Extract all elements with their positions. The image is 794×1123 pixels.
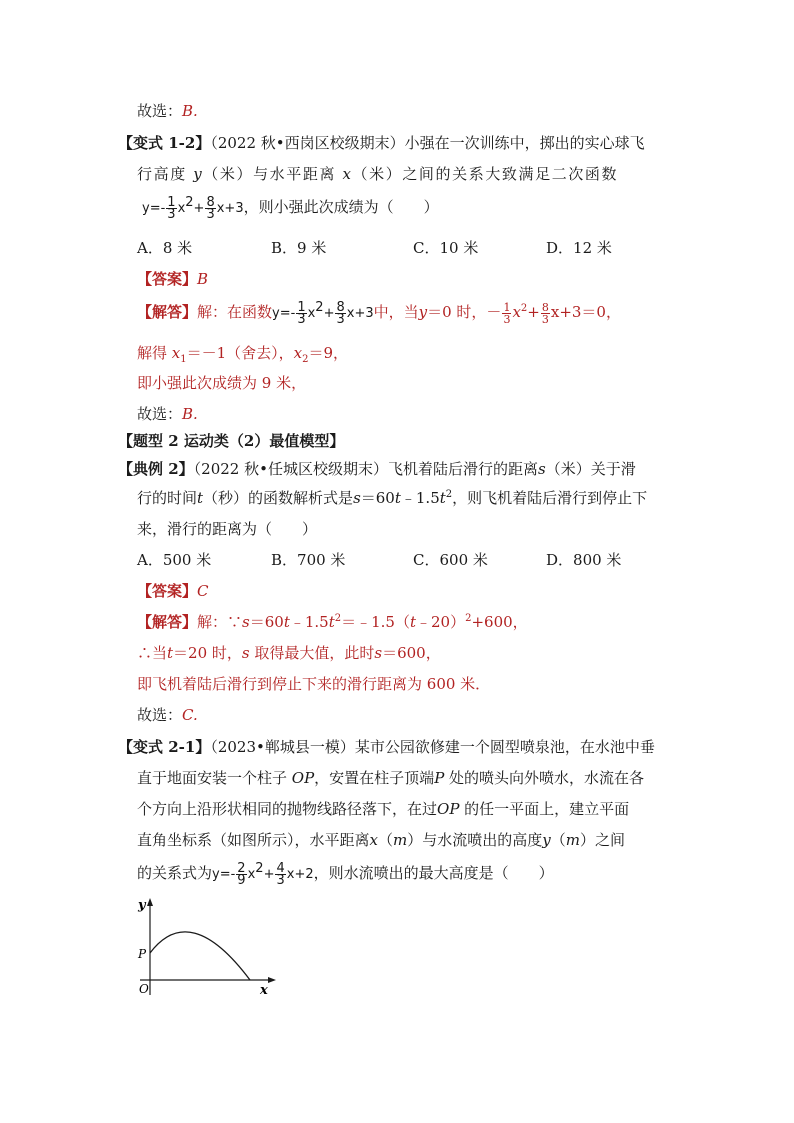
question-source: （2022 秋•西岗区校级期末） xyxy=(210,134,405,152)
fig-label-x: x xyxy=(260,983,268,998)
question-tag: 【变式 2-1】 xyxy=(118,738,211,756)
answer-tag: 【答案】 xyxy=(137,270,198,288)
eq-tail: x+3 xyxy=(346,306,374,321)
d2-answer xyxy=(137,580,209,602)
den: 3 xyxy=(336,311,345,327)
var-t: t xyxy=(328,613,335,631)
text: 解得 xyxy=(137,344,172,362)
sup: 2 xyxy=(465,613,472,624)
text: ，则小强此次成绩为（ ） xyxy=(243,198,439,216)
eq-sq: 2 xyxy=(255,861,264,876)
question-source: （2023•郸城县一模） xyxy=(210,738,355,756)
den: 9 xyxy=(237,872,246,888)
var-x: x xyxy=(293,344,303,362)
sup: 2 xyxy=(445,489,453,500)
var-y: y xyxy=(418,303,428,321)
text: ，则飞机着陆后滑行到停止下 xyxy=(452,489,648,507)
text: ＝60 xyxy=(360,489,395,507)
text: 中，当 xyxy=(373,303,419,321)
text: ＝9， xyxy=(308,344,349,362)
eq-prefix: y=- xyxy=(212,867,236,882)
v12-solution-line4 xyxy=(137,403,198,425)
fraction-8-3 xyxy=(335,299,345,327)
text: 的关系式为 xyxy=(137,864,213,882)
num: 1 xyxy=(167,194,176,210)
eq-x: x xyxy=(307,306,316,321)
text: ＝0 时，－ xyxy=(427,303,502,321)
fig-label-o: O xyxy=(139,982,149,996)
var-s: s xyxy=(241,644,250,662)
var-op: OP xyxy=(291,769,315,787)
var-t: t xyxy=(167,644,174,662)
text: （ xyxy=(377,831,393,849)
eq-plus: + xyxy=(263,867,275,882)
eq-prefix: y=- xyxy=(272,306,296,321)
eq-x: x xyxy=(177,201,186,216)
text: ）之间 xyxy=(579,831,625,849)
den: 3 xyxy=(167,206,176,222)
eq-sq: 2 xyxy=(315,300,324,315)
v21-line3 xyxy=(137,798,629,820)
text: 解：在函数 xyxy=(197,303,273,321)
text: 行高度 xyxy=(137,165,187,183)
answer-value: C. xyxy=(182,706,198,724)
choice-a[interactable]: A．500 米 xyxy=(137,551,212,569)
v12-line1 xyxy=(118,132,645,154)
choice-c[interactable]: C．10 米 xyxy=(413,239,479,257)
d2-line2 xyxy=(137,487,647,509)
var-s: s xyxy=(537,460,546,478)
text: 直于地面安装一个柱子 xyxy=(137,769,292,787)
eq-tail: x+3 xyxy=(216,201,244,216)
text: ＝20 时， xyxy=(173,644,242,662)
num: 8 xyxy=(336,299,345,315)
choose-answer: B. xyxy=(182,102,198,120)
text: 飞机着陆后滑行的距离 xyxy=(387,460,538,478)
den: 3 xyxy=(206,206,215,222)
var-y: y xyxy=(193,165,204,183)
var-m: m xyxy=(565,831,580,849)
var-t: t xyxy=(394,489,401,507)
choice-b[interactable]: B．700 米 xyxy=(271,551,346,569)
text: 直角坐标系（如图所示），水平距离 xyxy=(137,831,370,849)
v21-line5-equation xyxy=(137,862,554,886)
parabola-curve xyxy=(150,932,250,980)
text: ＝－1（舍去）， xyxy=(186,344,294,362)
v12-solution-line3: 即小强此次成绩为 9 米， xyxy=(137,374,307,392)
v12-answer xyxy=(137,268,208,290)
text: 某市公园欲修建一个圆型喷泉池，在水池中垂 xyxy=(354,738,655,756)
v21-line2 xyxy=(137,767,644,789)
text: （秒）的函数解析式是 xyxy=(203,489,354,507)
y-axis-arrow xyxy=(147,898,153,906)
v21-line4 xyxy=(137,829,625,851)
text: ＝60 xyxy=(249,613,284,631)
text: ）与水流喷出的高度 xyxy=(407,831,543,849)
solution-tag: 【解答】 xyxy=(137,613,198,631)
text: ﹣20） xyxy=(416,613,466,631)
d2-line3: 来，滑行的距离为（ ） xyxy=(137,520,318,538)
question-source: （2022 秋•任城区校级期末） xyxy=(193,460,388,478)
fig-label-p: P xyxy=(138,947,147,961)
var-x: x xyxy=(512,303,521,321)
text: x+3＝0， xyxy=(550,303,621,321)
var-s: s xyxy=(353,489,361,507)
var-s: s xyxy=(374,644,383,662)
answer-tag: 【答案】 xyxy=(137,582,198,600)
choice-b[interactable]: B．9 米 xyxy=(271,239,327,257)
text: 个方向上沿形状相同的抛物线路径落下，在过 xyxy=(137,800,438,818)
text: 故选： xyxy=(137,405,183,423)
fraction-4-3 xyxy=(275,860,285,888)
text: 行的时间 xyxy=(137,489,198,507)
text: （米）关于滑 xyxy=(545,460,636,478)
fraction-8-3 xyxy=(541,302,550,325)
num: 8 xyxy=(541,300,549,314)
text: +600， xyxy=(471,613,528,631)
den: 3 xyxy=(276,872,285,888)
eq-sq: 2 xyxy=(520,303,528,314)
parabola-figure xyxy=(130,895,280,1000)
num: 8 xyxy=(206,194,215,210)
var-x: x xyxy=(342,165,353,183)
v21-line1 xyxy=(118,736,655,758)
var-t: t xyxy=(197,489,204,507)
var-t: t xyxy=(409,613,417,631)
sub: 1 xyxy=(180,354,187,365)
text: （米）之间的关系大致满足二次函数 xyxy=(352,165,619,183)
den: 3 xyxy=(503,312,511,326)
text: 故选： xyxy=(137,706,183,724)
sub: 2 xyxy=(302,354,309,365)
fig-label-y: y xyxy=(138,898,146,913)
text: ，安置在柱子顶端 xyxy=(314,769,435,787)
den: 3 xyxy=(541,312,549,326)
sup: 2 xyxy=(334,613,342,624)
eq-x: x xyxy=(247,867,256,882)
var-p: P xyxy=(434,769,445,787)
d2-solution-line1 xyxy=(137,611,528,633)
var-op: OP xyxy=(437,800,460,818)
d2-solution-line2 xyxy=(137,642,441,664)
fraction-2-9 xyxy=(236,860,246,888)
choice-d[interactable]: D．800 米 xyxy=(546,551,622,569)
choice-d[interactable]: D．12 米 xyxy=(546,239,612,257)
eq-sq: 2 xyxy=(185,195,194,210)
text: 取得最大值，此时 xyxy=(249,644,375,662)
v12-line2 xyxy=(137,163,618,185)
question-text: 小强在一次训练中，掷出的实心球飞 xyxy=(404,134,645,152)
d2-line1 xyxy=(118,458,636,480)
section-heading: 【题型 2 运动类（2）最值模型】 xyxy=(118,432,345,450)
eq-tail: x+2 xyxy=(286,867,314,882)
var-y: y xyxy=(542,831,551,849)
text: ＝600， xyxy=(382,644,441,662)
choice-a[interactable]: A．8 米 xyxy=(137,239,193,257)
num: 1 xyxy=(503,300,511,314)
v12-line3-equation xyxy=(142,196,439,220)
num: 2 xyxy=(237,860,246,876)
v12-solution-line1 xyxy=(137,301,621,325)
text: 解：∵ xyxy=(197,613,243,631)
fraction-1-3 xyxy=(166,194,176,222)
eq-prefix: y=- xyxy=(142,201,166,216)
previous-answer-line xyxy=(137,100,198,122)
num: 1 xyxy=(297,299,306,315)
eq-plus: + xyxy=(193,201,205,216)
d2-solution-line3: 即飞机着陆后滑行到停止下来的滑行距离为 600 米． xyxy=(137,675,491,693)
var-t: t xyxy=(283,613,290,631)
fraction-1-3 xyxy=(296,299,306,327)
answer-value: B. xyxy=(182,405,198,423)
answer-value: C xyxy=(197,582,209,600)
text: （ xyxy=(550,831,566,849)
text: ＝﹣1.5（ xyxy=(341,613,410,631)
fraction-1-3 xyxy=(502,302,511,325)
eq-plus: + xyxy=(323,306,335,321)
text: ﹣1.5 xyxy=(289,613,329,631)
choice-c[interactable]: C．600 米 xyxy=(413,551,488,569)
text: 处的喷头向外喷水，水流在各 xyxy=(444,769,645,787)
answer-value: B xyxy=(197,270,209,288)
d2-solution-line4 xyxy=(137,704,198,726)
text: （米）与水平距离 xyxy=(203,165,337,183)
var-m: m xyxy=(393,831,408,849)
var-s: s xyxy=(242,613,250,631)
question-tag: 【变式 1-2】 xyxy=(118,134,211,152)
den: 3 xyxy=(297,311,306,327)
solution-tag: 【解答】 xyxy=(137,303,198,321)
var-t: t xyxy=(439,489,446,507)
var-x: x xyxy=(369,831,378,849)
v12-solution-line2 xyxy=(137,342,348,364)
text: + xyxy=(527,303,540,321)
choose-label: 故选： xyxy=(137,102,183,120)
text: ∴当 xyxy=(137,644,168,662)
text: ﹣1.5 xyxy=(400,489,440,507)
text: ，则水流喷出的最大高度是（ ） xyxy=(313,864,554,882)
fraction-8-3 xyxy=(205,194,215,222)
var-x: x xyxy=(171,344,181,362)
text: 的任一平面上，建立平面 xyxy=(459,800,630,818)
question-tag: 【典例 2】 xyxy=(118,460,194,478)
num: 4 xyxy=(276,860,285,876)
x-axis-arrow xyxy=(268,977,276,983)
